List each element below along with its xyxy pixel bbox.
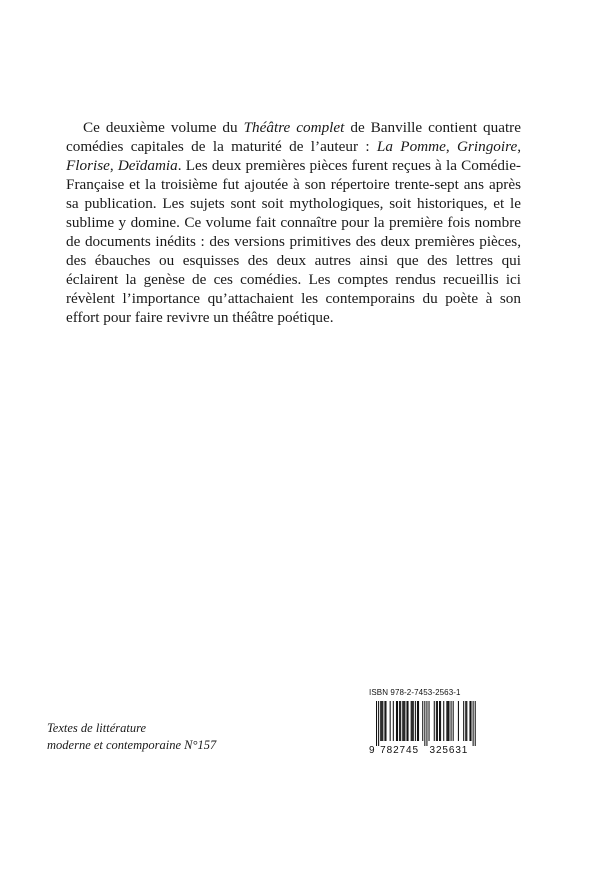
barcode-bar [390,701,391,741]
isbn-barcode [368,688,478,755]
blurb-italic-title: Florise [66,157,110,174]
barcode-bar [413,701,414,741]
barcode-bar [466,701,467,741]
barcode-bar [376,701,377,746]
barcode-digits: 325631 [429,745,469,755]
barcode-bar [463,701,464,741]
blurb-text-run: , [445,138,458,155]
barcode-bar [447,701,448,741]
blurb-text-run: . Les deux premières pièces furent reçues à la Comédie-Française et la troisième fut ajoutée à son répertoire trente-sept ans après sa publication. Les sujets sont soit mythologiques, soit historiques, et le sublime y domine. Ce volume fait connaître pour la première fois nombre de documents inédits : des versions primitives des deux premières pièces, des ébauches ou esquisses des deux autres ainsi que des lettres qui éclairent la genèse de ces comédies. Les comptes rendus recueillis ici révèlent l’importance qu’attachaient les contemporains du poète à son effort pour faire revivre un théâtre poétique. [66,157,521,326]
barcode-bar [381,701,382,741]
barcode-digits: 9 [369,745,376,755]
barcode-bar [434,701,435,741]
barcode-bar [378,701,379,746]
blurb-text-run: , [517,138,521,155]
barcode-bar [439,701,440,741]
barcode-bar [469,701,470,741]
blurb-text [66,118,521,327]
barcode-bar [448,701,449,741]
series-line-2: moderne et contemporaine N°157 [47,738,217,752]
barcode-bar [382,701,383,741]
barcode-bar [418,701,419,741]
barcode-bar [411,701,412,741]
barcode-bar [400,701,401,741]
barcode-bar [446,701,447,741]
series-line-1: Textes de littérature [47,721,147,735]
blurb-paragraph [66,118,521,327]
barcode-bar [399,701,400,741]
barcode-bar [422,701,423,741]
barcode-bar [465,701,466,741]
barcode-bar [424,701,425,746]
barcode-bar [393,701,394,741]
barcode-bar [406,701,407,741]
barcode-bar [402,701,403,741]
blurb-text-run: Ce deuxième volume du [83,119,244,136]
series-info [47,720,216,754]
barcode-bar [437,701,438,741]
barcode-bar [443,701,444,741]
blurb-text-run: de Banville contient quatre comédies capitales de la maturité de l’auteur : [66,119,521,155]
barcode-bar [415,701,416,741]
barcode-bar [408,701,409,741]
barcode-bar [404,701,405,741]
barcode-bar [417,701,418,741]
barcode-bar [436,701,437,741]
barcode-bar [471,701,472,741]
barcode-bar [384,701,385,741]
barcode-image [368,701,478,755]
isbn-label: ISBN 978-2-7453-2563-1 [369,688,461,697]
barcode-bar [429,701,430,741]
blurb-italic-title: Théâtre complet [243,119,345,136]
blurb-italic-title: La Pomme [376,138,446,155]
blurb-italic-title: Deïdamia [117,157,178,174]
barcode-bar [475,701,476,746]
barcode-bar [458,701,459,741]
barcode-bar [453,701,454,741]
barcode-bar [396,701,397,741]
barcode-digits: 782745 [380,745,419,755]
barcode-bar [426,701,427,746]
barcode-bar [385,701,386,741]
barcode-bar [473,701,474,746]
barcode-bar [412,701,413,741]
barcode-bar [451,701,452,741]
barcode-bar [397,701,398,741]
blurb-italic-title: Gringoire [457,138,518,155]
blurb-text-run: , [109,157,118,174]
barcode-bar [440,701,441,741]
barcode-bar [403,701,404,741]
barcode-bar [380,701,381,741]
